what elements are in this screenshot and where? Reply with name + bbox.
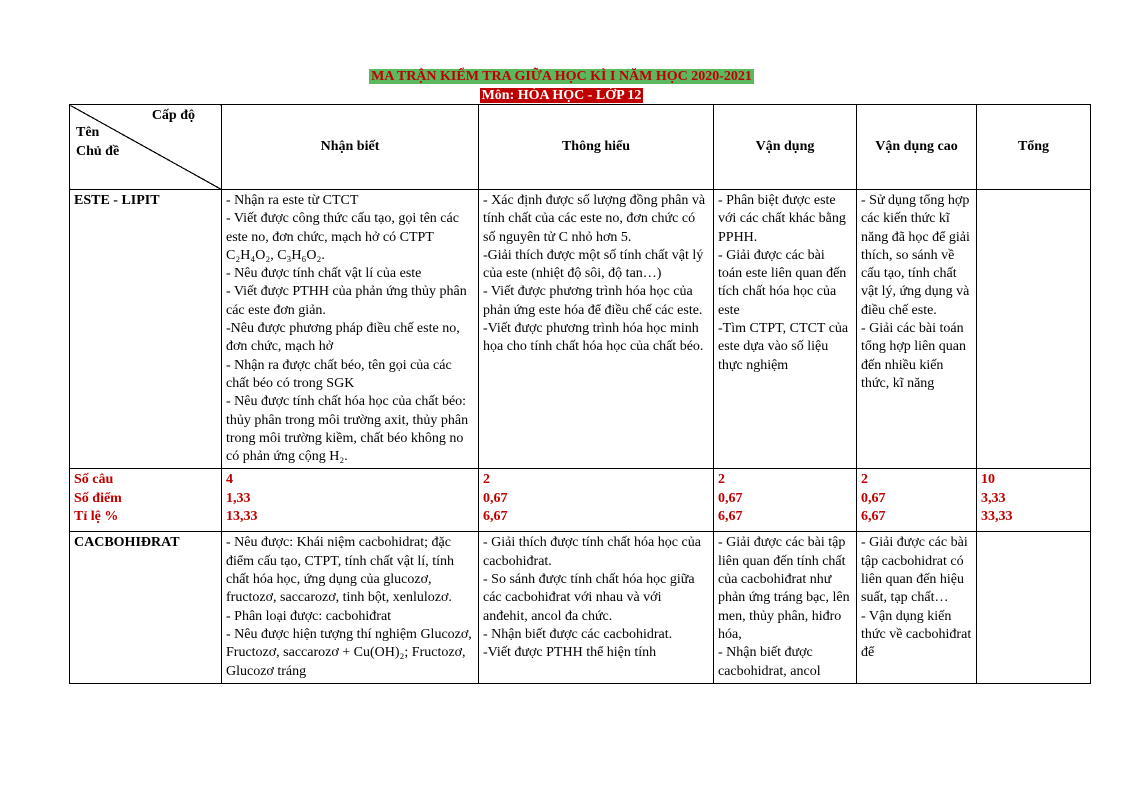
stat-value: 6,67 <box>861 509 886 525</box>
stat-value: 4 <box>226 472 233 488</box>
nhan-biet-cell <box>222 190 479 469</box>
stat-label-ti-le: Tỉ lệ % <box>74 509 119 525</box>
stat-nhan-biet <box>222 469 479 532</box>
stat-value: 0,67 <box>718 490 743 506</box>
stat-label-so-diem: Số điểm <box>74 490 122 506</box>
criterion-line: - Xác định được số lượng đồng phân và tính chất của các este no, đơn chức có số nguyên tử C nhỏ hơn 5. <box>483 193 706 245</box>
criterion-line: - Viết được PTHH của phản ứng thủy phân các este đơn giản. <box>226 284 467 318</box>
corner-cell <box>70 105 222 190</box>
stat-van-dung <box>714 469 857 532</box>
criterion-line: - Nêu được hiện tượng thí nghiệm Glucozơ, Fructozơ, saccarozơ + Cu(OH)₂; Fructozơ, Glucozơ tráng <box>226 626 472 679</box>
stat-value: 33,33 <box>981 509 1013 525</box>
criterion-line: - Giải được các bài tập cacbohidrat có liên quan đến hiệu suất, tạp chất… <box>861 535 968 606</box>
criterion-line: -Nêu được phương pháp điều chế este no, đơn chức, mạch hở <box>226 321 460 355</box>
criterion-line: - Nhận biết được cacbohidrat, ancol <box>718 645 821 679</box>
criterion-line: - Viết được công thức cấu tạo, gọi tên các este no, đơn chức, mạch hở có CTPT C₂H₄O₂, C₃H₆O₂. <box>226 211 459 263</box>
topic-row-este <box>70 190 1091 469</box>
van-dung-cell <box>714 190 857 469</box>
col-header-tong: Tổng <box>977 105 1091 190</box>
stat-value: 3,33 <box>981 490 1006 506</box>
document-title: MA TRẬN KIỂM TRA GIỮA HỌC KÌ I NĂM HỌC 2020-2021 <box>371 69 752 84</box>
stat-label-so-cau: Số câu <box>74 472 114 488</box>
col-header-van-dung: Vận dụng <box>714 105 857 190</box>
criterion-line: - Nêu được: Khái niệm cacbohidrat; đặc điểm cấu tạo, CTPT, tính chất vật lí, tính chất hóa học, ứng dụng của glucozơ, fructozơ, saccarozơ, tinh bột, xenlulozơ. <box>226 535 454 606</box>
criterion-line: -Viết được phương trình hóa học minh họa cho tính chất hóa học của chất béo. <box>483 321 704 355</box>
criterion-line: - Phân biệt được este với các chất khác bằng PPHH. <box>718 193 846 245</box>
stat-value: 13,33 <box>226 509 258 525</box>
topic-cell: CACBOHIĐRAT <box>70 532 222 683</box>
stat-labels-cell <box>70 469 222 532</box>
criterion-line: - Giải các bài toán tổng hợp liên quan đến nhiều kiến thức, kĩ năng <box>861 321 966 391</box>
exam-matrix-table <box>69 104 1091 684</box>
stat-value: 2 <box>483 472 490 488</box>
stat-value: 0,67 <box>861 490 886 506</box>
thong-hieu-cell <box>479 190 714 469</box>
van-dung-cao-cell <box>857 532 977 683</box>
col-header-nhan-biet: Nhận biết <box>222 105 479 190</box>
criterion-line: - Sử dụng tổng hợp các kiến thức kĩ năng đã học để giải thích, so sánh về cấu tạo, tính chất vật lý, ứng dụng và điều chế este. <box>861 193 970 318</box>
col-header-thong-hieu: Thông hiểu <box>479 105 714 190</box>
document-subtitle-wrap <box>0 86 1123 105</box>
topic-row-cacbohidrat <box>70 532 1091 683</box>
stat-value: 2 <box>861 472 868 488</box>
criterion-line: -Giải thích được một số tính chất vật lý của este (nhiệt độ sôi, độ tan…) <box>483 247 704 282</box>
criterion-line: - So sánh được tính chất hóa học giữa các cacbohiđrat với nhau và với anđehit, ancol đa chức. <box>483 572 695 624</box>
criterion-line: - Phân loại được: cacbohiđrat <box>226 608 392 624</box>
criterion-line: - Nêu được tính chất hóa học của chất béo: thủy phân trong môi trường axit, thủy phân trong môi trường kiềm, chất béo không no có phản ứng cộng H₂. <box>226 394 469 465</box>
criterion-line: -Tìm CTPT, CTCT của este dựa vào số liệu thực nghiệm <box>718 321 849 373</box>
criterion-line: - Nhận ra este từ CTCT <box>226 193 359 208</box>
corner-name-label: Tên <box>76 125 100 140</box>
van-dung-cell <box>714 532 857 683</box>
tong-cell <box>977 190 1091 469</box>
tong-cell <box>977 532 1091 683</box>
stat-thong-hieu <box>479 469 714 532</box>
corner-topic-label: Chủ đề <box>76 144 120 159</box>
stat-value: 6,67 <box>483 509 508 525</box>
topic-cell: ESTE - LIPIT <box>70 190 222 469</box>
stat-value: 2 <box>718 472 725 488</box>
criterion-line: - Nhận ra được chất béo, tên gọi của các chất béo có trong SGK <box>226 357 452 391</box>
header-row <box>70 105 1091 190</box>
stat-value: 10 <box>981 472 995 488</box>
criterion-line: -Viết được PTHH thể hiện tính <box>483 645 657 661</box>
document-subtitle: Môn: HÓA HỌC - LỚP 12 <box>481 88 642 103</box>
stat-value: 6,67 <box>718 509 743 525</box>
stat-tong <box>977 469 1091 532</box>
stat-value: 1,33 <box>226 490 251 506</box>
col-header-van-dung-cao: Vận dụng cao <box>857 105 977 190</box>
document-title-wrap <box>0 67 1123 86</box>
criterion-line: - Nhận biết được các cacbohidrat. <box>483 626 673 642</box>
stat-value: 0,67 <box>483 490 508 506</box>
van-dung-cao-cell <box>857 190 977 469</box>
criterion-line: - Giải được các bài tập liên quan đến tính chất của cacbohiđrat như phản ứng tráng bạc, lên men, thủy phân, hiđro hóa, <box>718 535 850 642</box>
stat-van-dung-cao <box>857 469 977 532</box>
criterion-line: - Giải được các bài toán este liên quan đến tích chất hóa học của este <box>718 247 847 318</box>
stats-row-este <box>70 469 1091 532</box>
corner-level-label: Cấp độ <box>151 108 195 123</box>
criterion-line: - Viết được phương trình hóa học của phản ứng este hóa để điều chế các este. <box>483 284 703 318</box>
criterion-line: - Nêu được tính chất vật lí của este <box>226 266 422 282</box>
criterion-line: - Vận dụng kiến thức về cacbohiđrat để <box>861 608 972 661</box>
nhan-biet-cell <box>222 532 479 683</box>
thong-hieu-cell <box>479 532 714 683</box>
criterion-line: - Giải thích được tính chất hóa học của cacbohiđrat. <box>483 535 701 569</box>
